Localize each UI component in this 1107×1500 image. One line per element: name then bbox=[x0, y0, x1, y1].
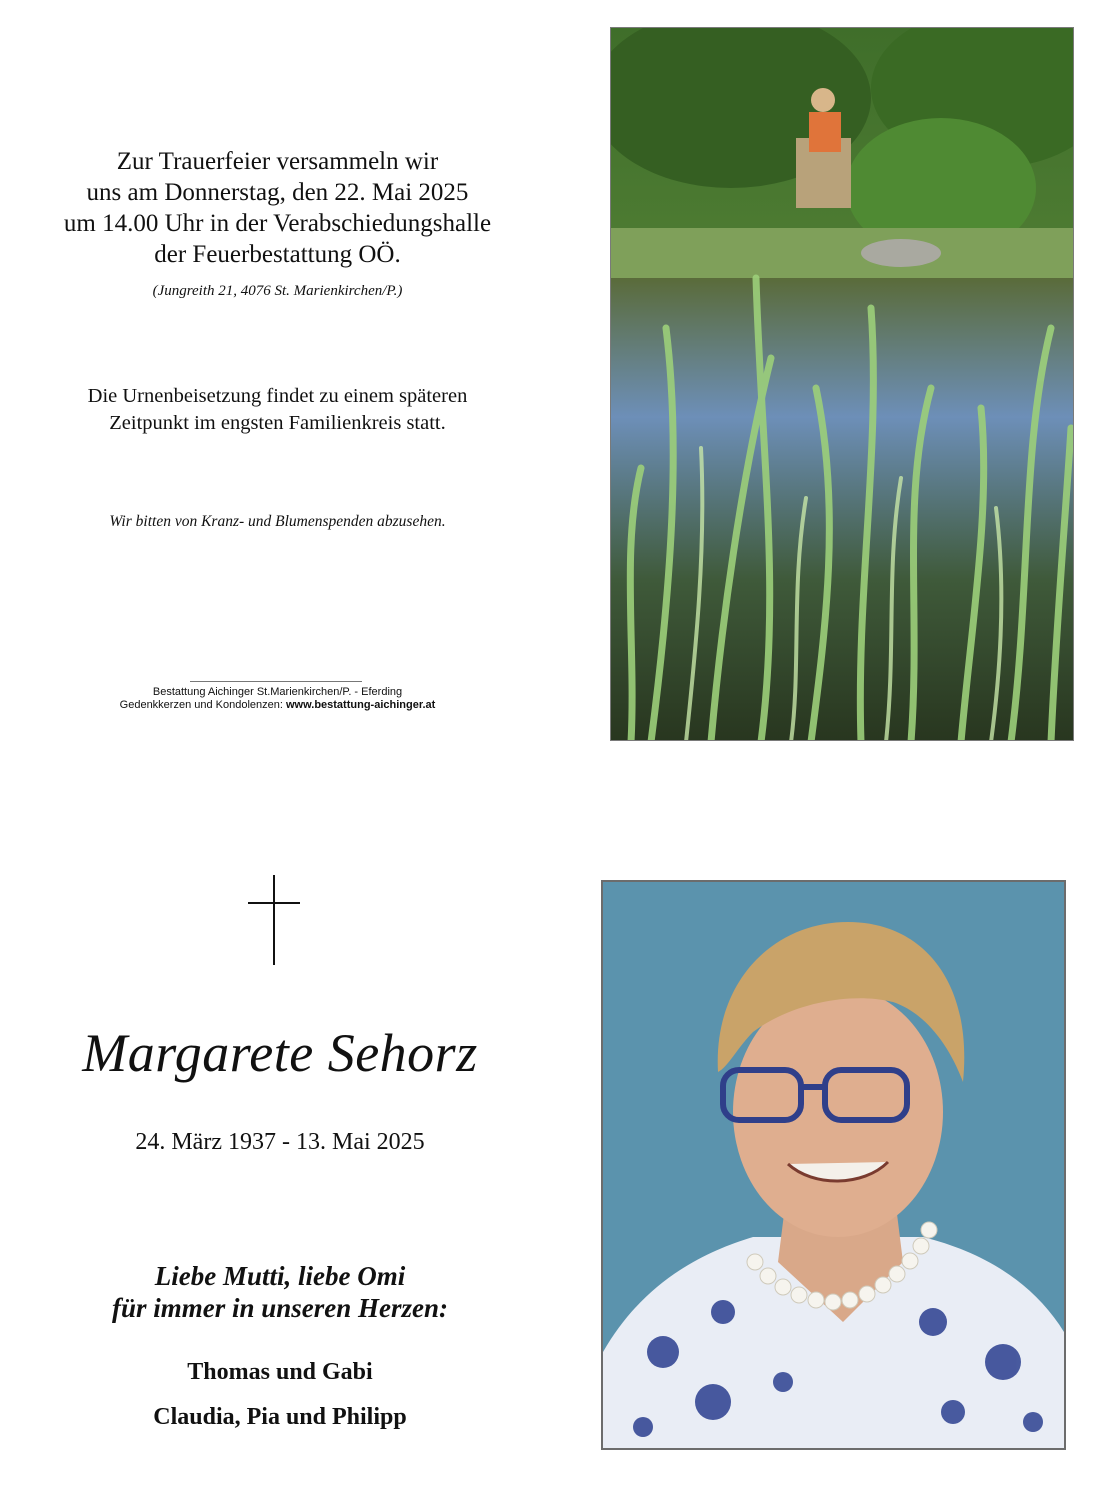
deceased-name: Margarete Sehorz bbox=[82, 1023, 478, 1083]
garden-pond-photo bbox=[610, 27, 1074, 741]
cross-icon bbox=[248, 875, 300, 965]
urn-text bbox=[20, 383, 535, 437]
dedication-line: für immer in unseren Herzen: bbox=[111, 1293, 449, 1323]
ceremony-address: (Jungreith 21, 4076 St. Marienkirchen/P.) bbox=[152, 283, 403, 299]
ceremony-line: der Feuerbestattung OÖ. bbox=[154, 241, 401, 268]
cross-icon-svg bbox=[248, 875, 300, 965]
dedication-line: Liebe Mutti, liebe Omi bbox=[154, 1261, 406, 1291]
urn-line: Die Urnenbeisetzung findet zu einem späteren bbox=[87, 385, 468, 407]
funeral-home-contact bbox=[20, 699, 535, 712]
ceremony-line: uns am Donnerstag, den 22. Mai 2025 bbox=[86, 179, 469, 206]
family-line: Claudia, Pia und Philipp bbox=[153, 1404, 407, 1430]
funeral-home-name: Bestattung Aichinger St.Marienkirchen/P. - Eferding bbox=[152, 686, 403, 698]
garden-pond-illustration bbox=[611, 28, 1074, 741]
dedication bbox=[20, 1260, 540, 1324]
ceremony-text bbox=[20, 146, 535, 270]
life-dates: 24. März 1937 - 13. Mai 2025 bbox=[135, 1129, 425, 1155]
ceremony-line: um 14.00 Uhr in der Verabschiedungshalle bbox=[63, 210, 492, 237]
family-line: Thomas und Gabi bbox=[187, 1359, 373, 1385]
portrait-illustration bbox=[603, 882, 1064, 1448]
funeral-home-info bbox=[20, 686, 535, 712]
urn-line: Zeitpunkt im engsten Familienkreis statt. bbox=[109, 412, 446, 434]
ceremony-line: Zur Trauerfeier versammeln wir bbox=[116, 148, 439, 175]
portrait-photo bbox=[601, 880, 1066, 1450]
divider bbox=[190, 681, 362, 682]
flowers-note: Wir bitten von Kranz- und Blumenspenden abzusehen. bbox=[109, 513, 446, 530]
website-link[interactable]: www.bestattung-aichinger.at bbox=[286, 699, 436, 711]
contact-label: Gedenkkerzen und Kondolenzen: bbox=[119, 699, 286, 711]
